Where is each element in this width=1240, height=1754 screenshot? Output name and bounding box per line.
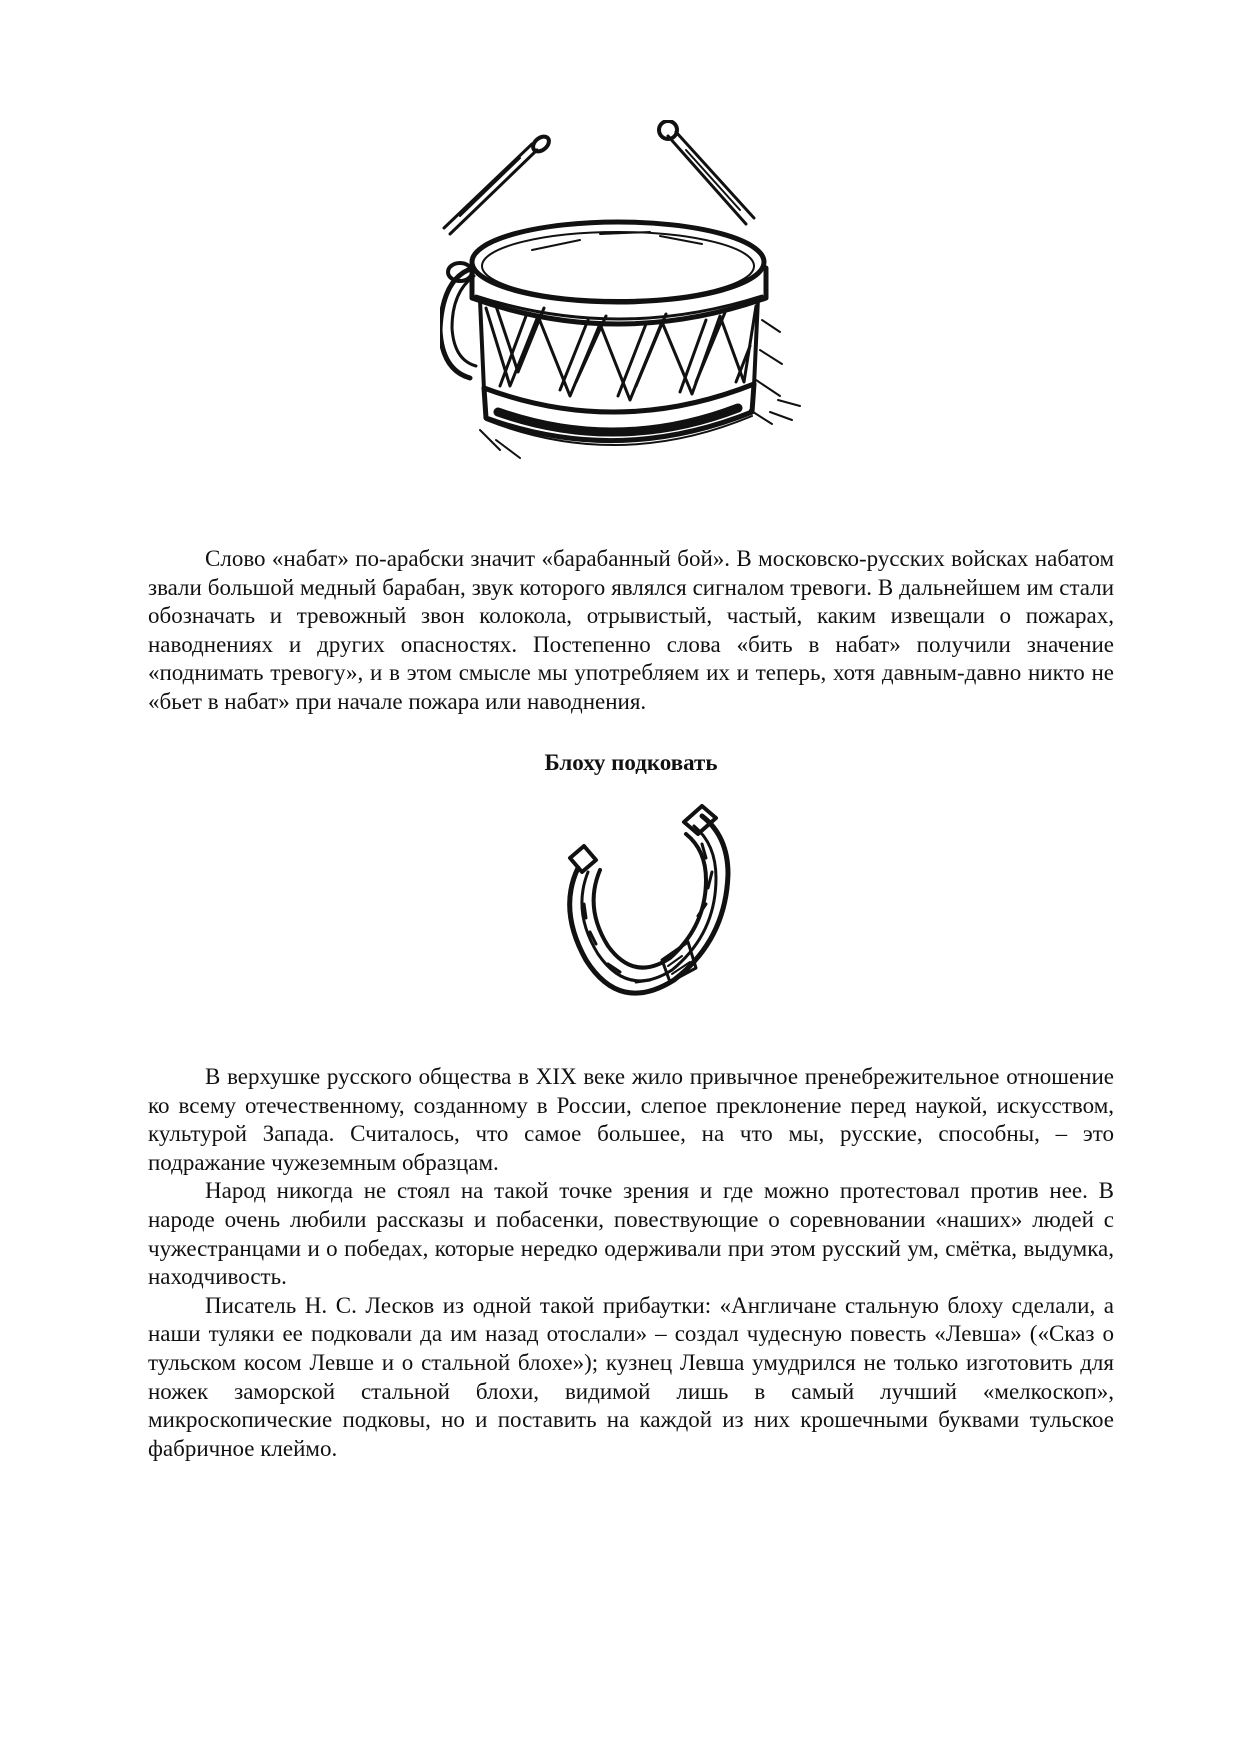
- horseshoe-icon: [570, 806, 728, 993]
- horseshoe-illustration: [550, 800, 750, 1020]
- drum-illustration: [440, 120, 840, 520]
- paragraph: Народ никогда не стоял на такой точке зрения и где можно протестовал против нее. В народе очень любили рассказы и побасенки, повествующие о соревновании «наших» людей с чужестранцами и о победах, которые нередко одерживали при этом русский ум, смётка, выдумка, находчивость.: [148, 1178, 1114, 1290]
- section-heading: Блоху подковать: [544, 750, 718, 775]
- paragraph: Писатель Н. С. Лесков из одной такой прибаутки: «Англичане стальную блоху сделали, а наши туляки ее подковали да им назад отослали» – создал чудесную повесть «Левша» («Сказ о тульском косом Левше и о стальной блохе»); кузнец Левша умудрился не только изготовить для ножек заморской стальной блохи, видимой лишь в самый лучший «мелкоскоп», микроскопические подковы, но и поставить на каждой из них крошечными буквами тульское фабричное клеймо.: [148, 1292, 1114, 1461]
- drumstick-left: [444, 134, 552, 234]
- drumstick-right: [659, 121, 754, 224]
- drum-body: [440, 222, 800, 458]
- section-1-text: [148, 545, 1114, 717]
- paragraph: Слово «набат» по-арабски значит «барабанный бой». В московско-русских войсках набатом звали большой медный барабан, звук которого являлся сигналом тревоги. В дальнейшем им стали обозначать и тревожный звон колокола, отрывистый, частый, каким извещали о пожарах, наводнениях и других опасностях. Постепенно слова «бить в набат» получили значение «поднимать тревогу», и в этом смысле мы употребляем их и теперь, хотя давным-давно никто не «бьет в набат» при начале пожара или наводнения.: [148, 546, 1114, 714]
- paragraph: В верхушке русского общества в XIX веке жило привычное пренебрежительное отношение ко всему отечественному, созданному в России, слепое преклонение перед наукой, искусством, культурой Запада. Считалось, что самое большее, на что мы, русские, способны, – это подражание чужеземным образцам.: [148, 1064, 1114, 1175]
- section-2-text: [148, 1063, 1114, 1463]
